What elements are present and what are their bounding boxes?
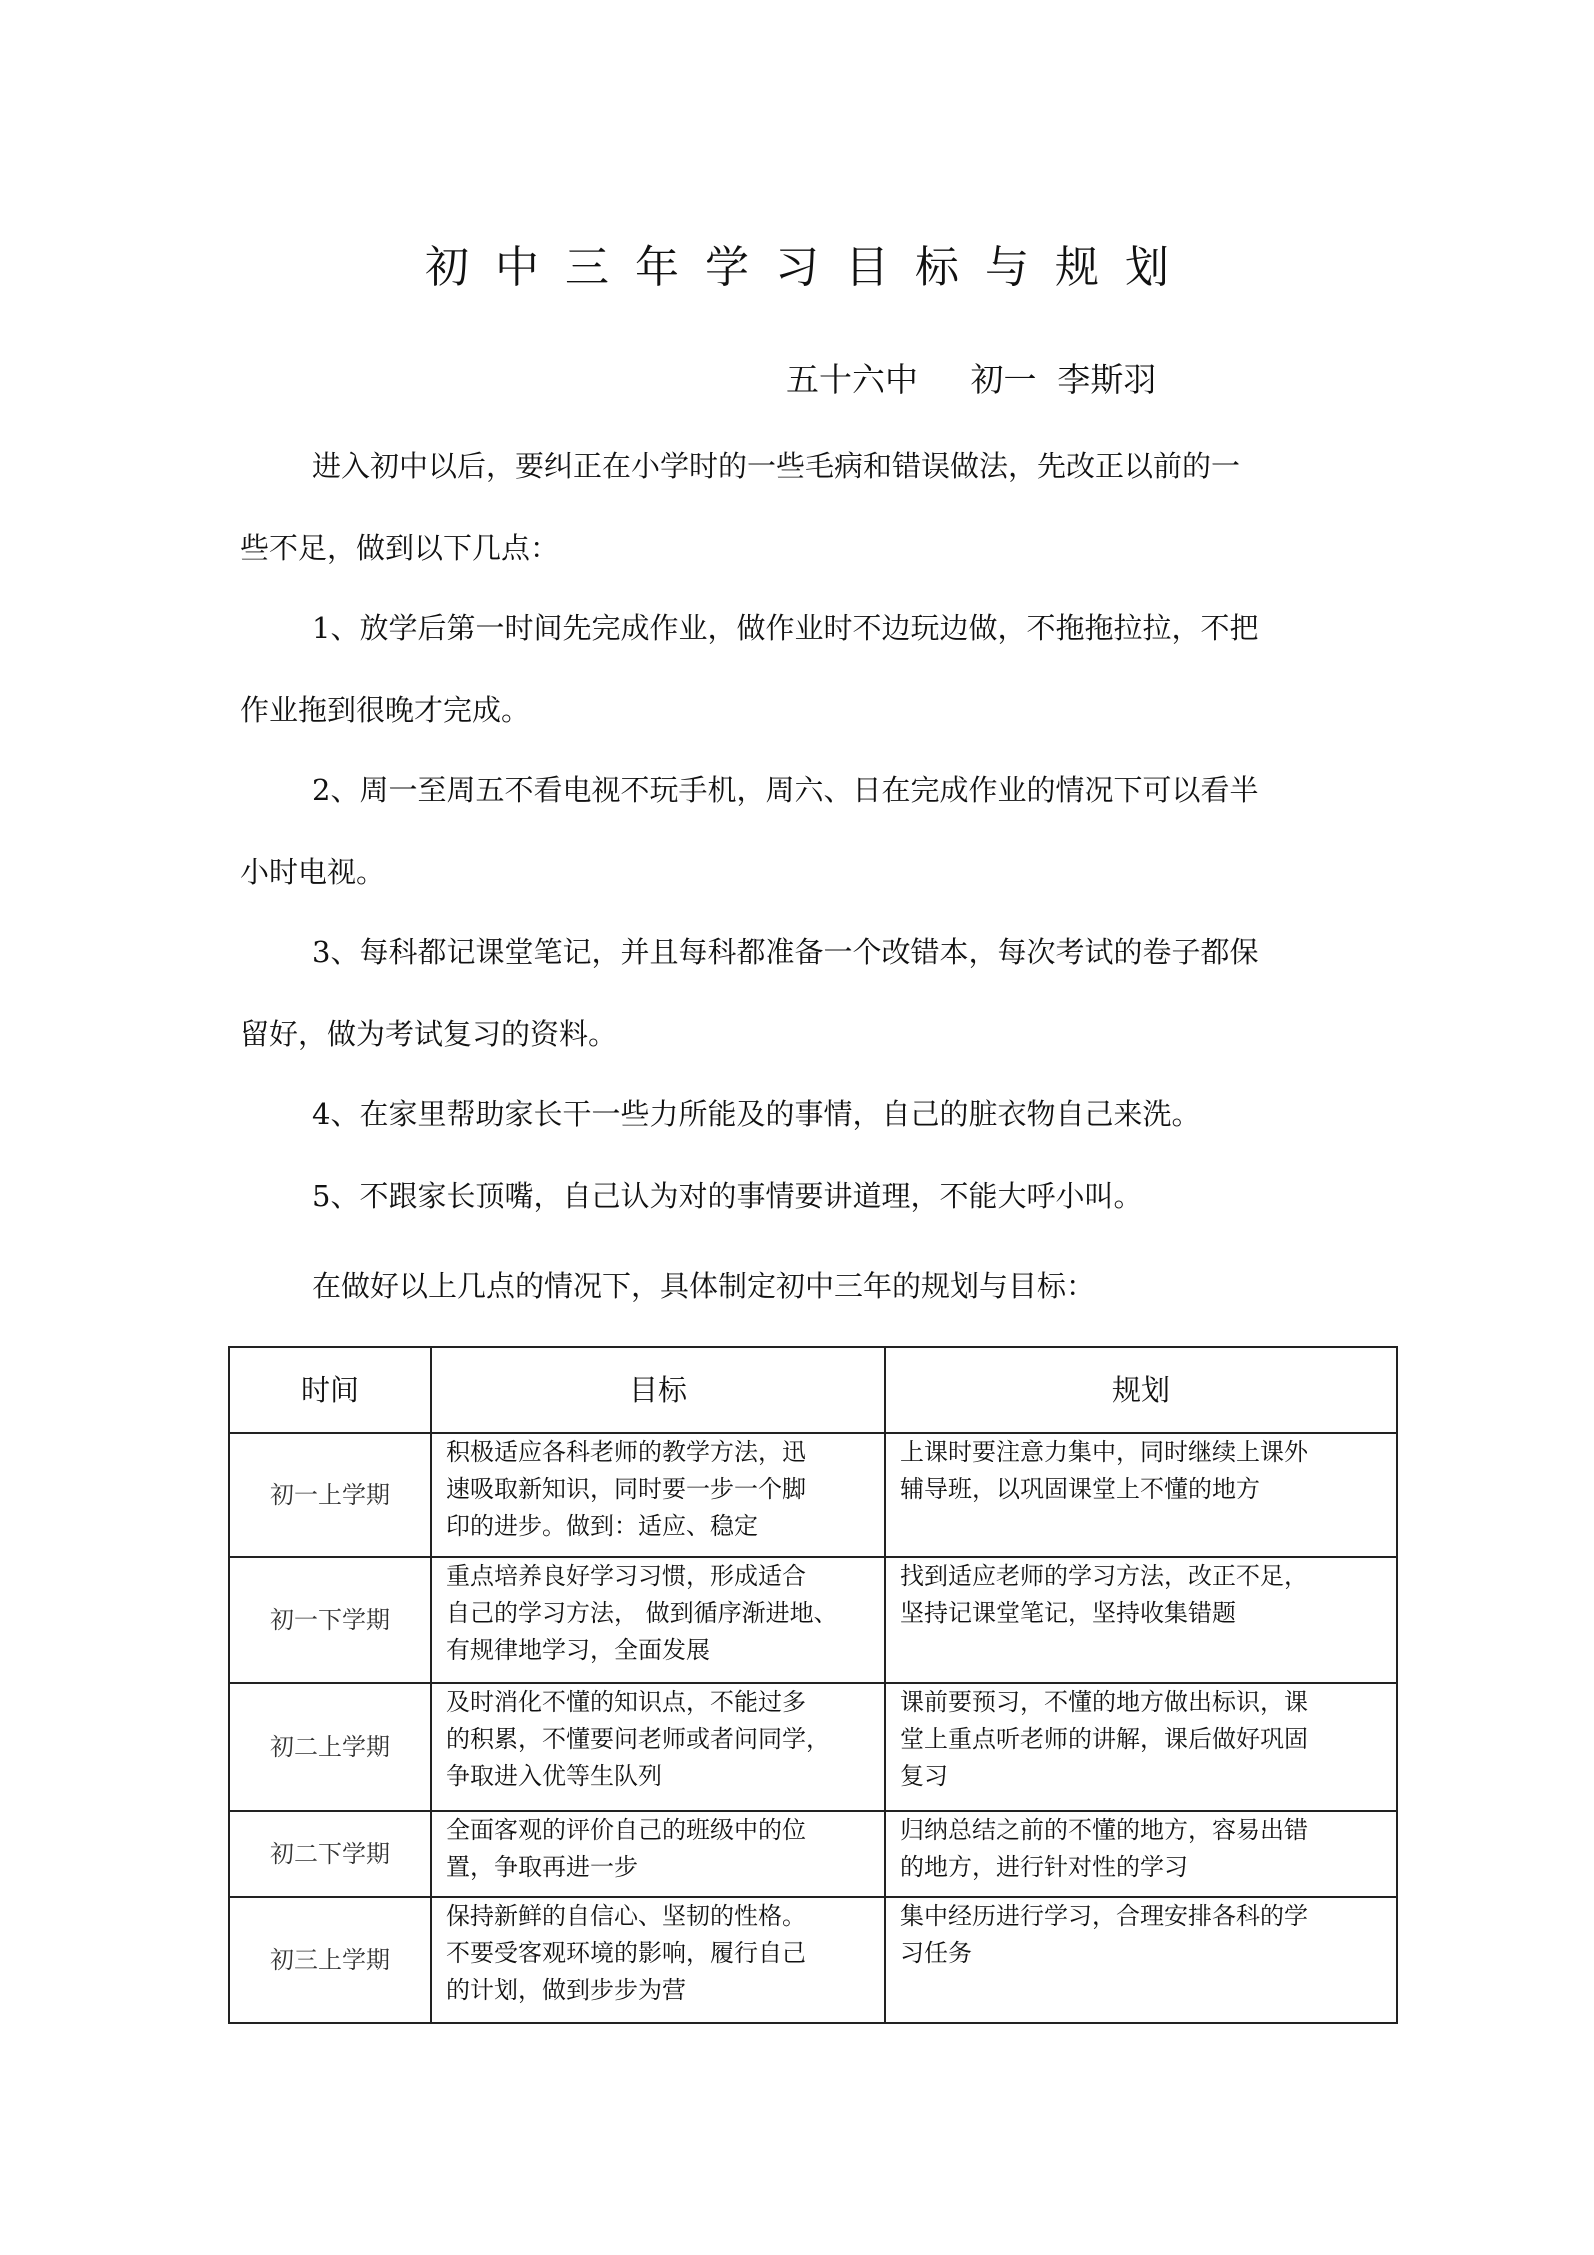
period-cell: 初三上学期 [229,1897,431,2023]
goal-line: 自己的学习方法， 做到循序渐进地、 [446,1599,838,1627]
item-1-line-2: 作业拖到很晚才完成。 [240,693,531,727]
header-goal: 目标 [431,1347,885,1433]
plan-line: 上课时要注意力集中，同时继续上课外 [900,1438,1308,1466]
plan-line: 找到适应老师的学习方法，改正不足， [900,1562,1308,1590]
plan-cell [885,1433,1397,1557]
goal-line: 的计划，做到步步为营 [446,1976,686,2004]
table-row [229,1557,1397,1683]
plan-line: 的地方，进行针对性的学习 [900,1853,1188,1881]
goal-line: 的积累，不懂要问老师或者问同学， [446,1725,830,1753]
item-1-line-1: 1、放学后第一时间先完成作业，做作业时不边玩边做，不拖拖拉拉，不把 [312,611,1259,645]
period-cell: 初一上学期 [229,1433,431,1557]
document-title: 初中三年学习目标与规划 [425,242,1195,293]
table-header-row [229,1347,1397,1433]
goal-line: 积极适应各科老师的教学方法，迅 [446,1438,806,1466]
table-row [229,1683,1397,1811]
table-row [229,1897,1397,2023]
goal-cell [431,1811,885,1897]
plan-line: 习任务 [900,1939,972,1967]
table-row [229,1811,1397,1897]
table-row [229,1433,1397,1557]
item-4-line-1: 4、在家里帮助家长干一些力所能及的事情，自己的脏衣物自己来洗。 [312,1097,1201,1131]
study-plan-table [228,1346,1398,2024]
plan-line: 集中经历进行学习，合理安排各科的学 [900,1902,1308,1930]
goal-line: 印的进步。做到：适应、稳定 [446,1512,758,1540]
goal-cell [431,1433,885,1557]
goal-line: 全面客观的评价自己的班级中的位 [446,1816,806,1844]
plan-line: 坚持记课堂笔记，坚持收集错题 [900,1599,1236,1627]
plan-line: 堂上重点听老师的讲解，课后做好巩固 [900,1725,1308,1753]
period-cell: 初一下学期 [229,1557,431,1683]
table-intro: 在做好以上几点的情况下，具体制定初中三年的规划与目标： [312,1269,1096,1303]
goal-line: 不要受客观环境的影响，履行自己 [446,1939,806,1967]
plan-line: 复习 [900,1762,948,1790]
intro-paragraph-line-2: 些不足，做到以下几点： [240,531,560,565]
item-3-line-1: 3、每科都记课堂笔记，并且每科都准备一个改错本，每次考试的卷子都保 [312,935,1259,969]
item-5-line-1: 5、不跟家长顶嘴，自己认为对的事情要讲道理，不能大呼小叫。 [312,1179,1143,1213]
goal-line: 及时消化不懂的知识点，不能过多 [446,1688,806,1716]
header-plan: 规划 [885,1347,1397,1433]
item-2-line-1: 2、周一至周五不看电视不玩手机，周六、日在完成作业的情况下可以看半 [312,773,1259,807]
goal-line: 保持新鲜的自信心、坚韧的性格。 [446,1902,806,1930]
plan-cell [885,1683,1397,1811]
author-byline: 五十六中 初一 李斯羽 [786,360,1157,399]
goal-line: 争取进入优等生队列 [446,1762,662,1790]
goal-cell [431,1683,885,1811]
item-3-line-2: 留好，做为考试复习的资料。 [240,1017,618,1051]
goal-line: 速吸取新知识，同时要一步一个脚 [446,1475,806,1503]
period-cell: 初二上学期 [229,1683,431,1811]
plan-line: 辅导班，以巩固课堂上不懂的地方 [900,1475,1260,1503]
item-2-line-2: 小时电视。 [240,855,386,889]
plan-cell [885,1897,1397,2023]
plan-cell [885,1557,1397,1683]
period-cell: 初二下学期 [229,1811,431,1897]
plan-line: 归纳总结之前的不懂的地方，容易出错 [900,1816,1308,1844]
intro-paragraph-line-1: 进入初中以后，要纠正在小学时的一些毛病和错误做法，先改正以前的一 [312,449,1241,483]
goal-cell [431,1897,885,2023]
plan-cell [885,1811,1397,1897]
goal-line: 置，争取再进一步 [446,1853,638,1881]
goal-line: 重点培养良好学习习惯，形成适合 [446,1562,806,1590]
goal-line: 有规律地学习，全面发展 [446,1636,710,1664]
goal-cell [431,1557,885,1683]
header-time: 时间 [229,1347,431,1433]
plan-line: 课前要预习，不懂的地方做出标识，课 [900,1688,1308,1716]
